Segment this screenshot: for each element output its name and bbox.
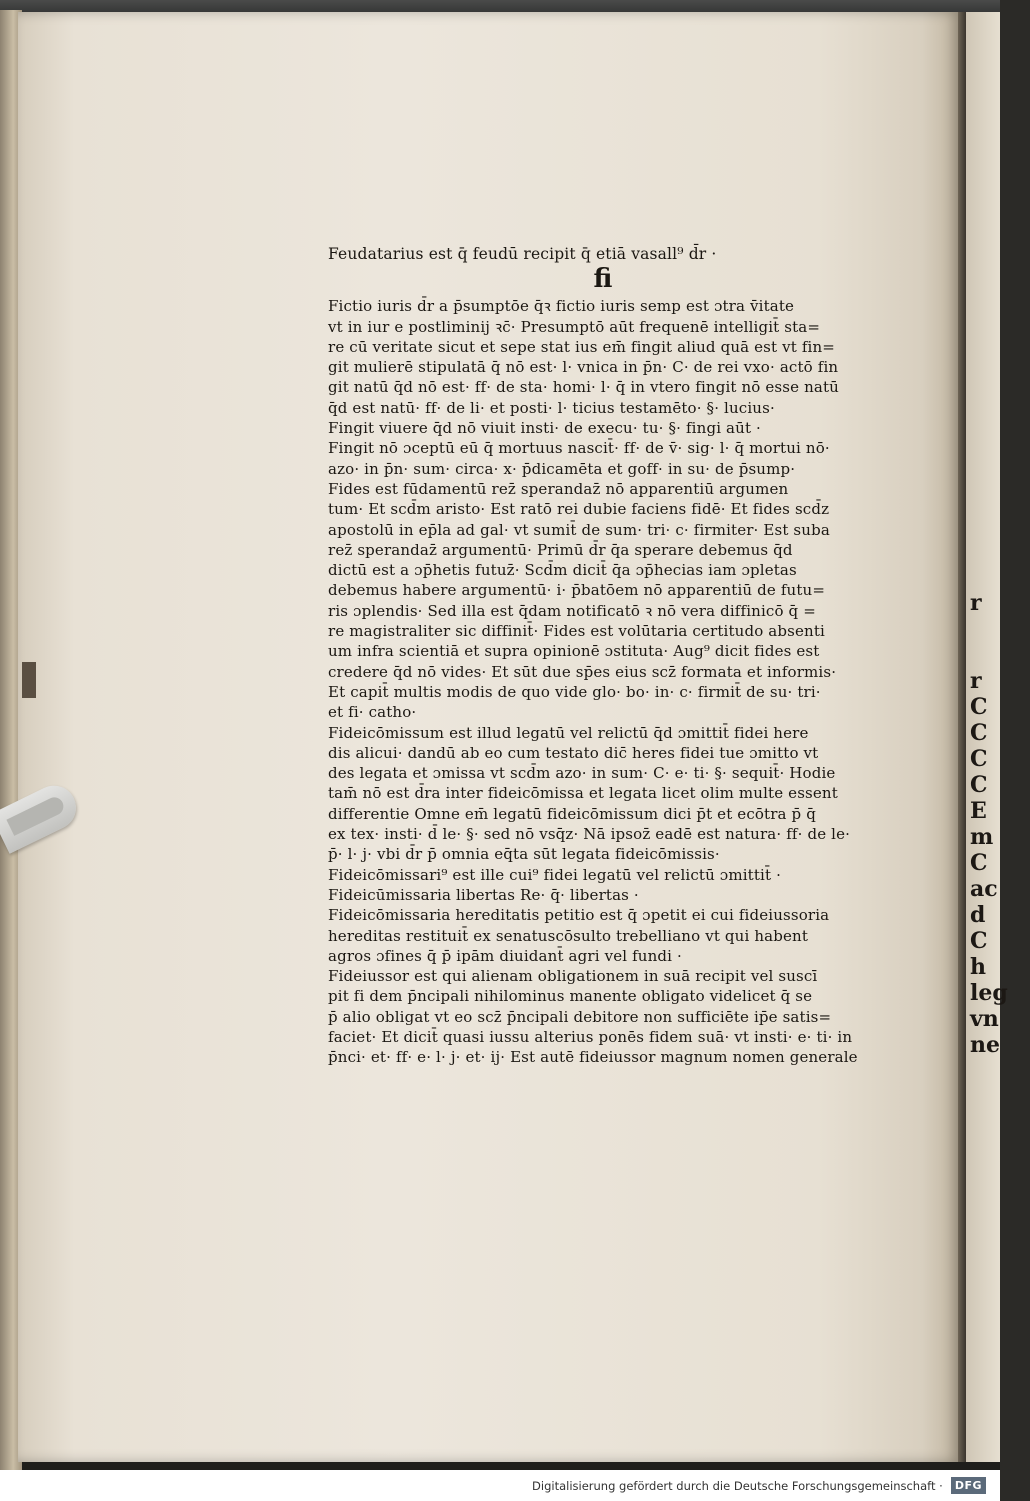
text-line: git natū q̄d nō est· ff· de sta· homi· l· q̄ in vtero fingit nō esse natū bbox=[328, 378, 839, 397]
text-line: credere q̄d nō vides· Et sūt due sp̄es eius scz̄ formata et informis· bbox=[328, 662, 837, 681]
text-line: et fi· catho· bbox=[328, 703, 417, 722]
text-line: Fideicūmissaria libertas Re· q̄· libertas · bbox=[328, 885, 639, 904]
funding-notice: Digitalisierung gefördert durch die Deutsche Forschungsgemeinschaft · bbox=[532, 1478, 943, 1493]
text-line: faciet· Et dicit̄ quasi iussu alterius ponēs fidem suā· vt insti· e· ti· in bbox=[328, 1027, 853, 1046]
text-line: ex tex· insti· d̄ le· §· sed nō vsq̄z· Nā ipsoz̄ eadē est natura· ff· de le· bbox=[328, 825, 851, 844]
text-line: hereditas restituit̄ ex senatuscōsulto trebelliano vt qui habent bbox=[328, 926, 809, 945]
dfg-logo: DFG bbox=[951, 1477, 986, 1494]
text-line: Fideicōmissum est illud legatū vel relictū q̄d ɔmittit̄ fidei here bbox=[328, 723, 809, 742]
text-line: Fideicōmissari⁹ est ille cui⁹ fidei legatū vel relictū ɔmittit̄ · bbox=[328, 865, 781, 884]
text-line: rez̄ sperandaz̄ argumentū· Primū d̄r q̄a sperare debemus q̄d bbox=[328, 540, 793, 559]
text-line: q̄d est natū· ff· de li· et posti· l· ticius testamēto· §· lucius· bbox=[328, 398, 775, 417]
page-tab-marker bbox=[22, 662, 36, 698]
text-line: des legata et ɔmissa vt scd̄m azo· in sum· C· e· ti· §· sequit̄· Hodie bbox=[328, 764, 836, 783]
text-line: differentie Omne em̄ legatū fideicōmissum dici p̄t et ecōtra p̄ q̄ bbox=[328, 804, 816, 823]
text-column bbox=[328, 244, 898, 1068]
text-line: tam̄ nō est d̄ra inter fideicōmissa et legata licet olim multe essent bbox=[328, 784, 838, 803]
text-line: vt in iur e postliminij ꝛc̄· Presumptō aūt frequenē intelligit̄ sta= bbox=[328, 317, 821, 336]
text-line: dis alicui· dandū ab eo cum testato dic̄ heres fidei tue ɔmitto vt bbox=[328, 743, 819, 762]
text-line: Fideicōmissaria hereditatis petitio est q̄ ɔpetit ei cui fideiussoria bbox=[328, 906, 830, 925]
text-line: Fictio iuris d̄r a p̄sumptōe q̄ꝛ fictio iuris semp est ɔtra v̄itate bbox=[328, 297, 795, 316]
text-line: p̄nci· et· ff· e· l· j· et· ij· Est autē fideiussor magnum nomen generale bbox=[328, 1048, 858, 1067]
text-line: git mulierē stipulatā q̄ nō est· l· vnica in p̄n· C· de rei vxo· actō fin bbox=[328, 358, 839, 377]
text-line: tum· Et scd̄m aristo· Est ratō rei dubie faciens fidē· Et fides scd̄z bbox=[328, 500, 830, 519]
text-line: Fingit nō ɔceptū eū q̄ mortuus nascit̄· ff· de v̄· sig· l· q̄ mortui nō· bbox=[328, 439, 830, 458]
text-line: Fingit viuere q̄d nō viuit insti· de execu· tu· §· fingi aūt · bbox=[328, 419, 761, 438]
text-line: um infra scientiā et supra opinionē ɔstituta· Aug⁹ dicit fides est bbox=[328, 642, 820, 661]
text-line: re cū veritate sicut et sepe stat ius em̄ fingit aliud quā est vt fin= bbox=[328, 337, 836, 356]
facing-page bbox=[966, 12, 1008, 1462]
text-line: agros ɔfines q̄ p̄ ipām diuidant̄ agri vel fundi · bbox=[328, 946, 682, 965]
footer-bar bbox=[0, 1470, 1000, 1501]
text-lines bbox=[328, 296, 898, 1067]
text-line: Et capit̄ multis modis de quo vide glo· bo· in· c· firmit̄ de su· tri· bbox=[328, 682, 821, 701]
text-line: Fides est fūdamentū rez̄ sperandaz̄ nō apparentiū argumen bbox=[328, 479, 789, 498]
text-line: p̄ alio obligat vt eo scz̄ p̄ncipali debitore non sufficiēte ip̄e satis= bbox=[328, 1007, 832, 1026]
section-letters: fi bbox=[593, 264, 613, 295]
entry-heading: Feudatarius est q̄ feudū recipit q̄ etiā vasall⁹ d̄r · bbox=[328, 245, 717, 263]
text-line: azo· in p̄n· sum· circa· x· p̄dicamēta et goff· in su· de p̄sump· bbox=[328, 459, 796, 478]
text-line: Fideiussor est qui alienam obligationem in suā recipit vel suscī bbox=[328, 967, 818, 986]
text-line: dictū est a ɔp̄hetis futuz̄· Scd̄m dicit̄ q̄a ɔp̄hecias iam ɔpletas bbox=[328, 561, 797, 580]
facing-page-text: r r C C C C E m C ac d C h leg vn ne bbox=[970, 590, 1008, 1058]
text-line: pit fi dem p̄ncipali nihilominus manente obligato videlicet q̄ se bbox=[328, 987, 813, 1006]
text-line: apostolū in ep̄la ad gal· vt sumit̄ de sum· tri· c· firmiter· Est suba bbox=[328, 520, 830, 539]
text-line: debemus habere argumentū· i· p̄batōem nō apparentiū de futu= bbox=[328, 581, 826, 600]
page-clip-inner bbox=[6, 794, 66, 836]
text-line: re magistraliter sic diffinit̄· Fides est volūtaria certitudo absenti bbox=[328, 622, 825, 641]
text-line: ris ɔplendis· Sed illa est q̄dam notificatō ꝛ nō vera diffinicō q̄ = bbox=[328, 601, 816, 620]
text-line: p̄· l· j· vbi d̄r p̄ omnia eq̄ta sūt legata fideicōmissis· bbox=[328, 845, 720, 864]
